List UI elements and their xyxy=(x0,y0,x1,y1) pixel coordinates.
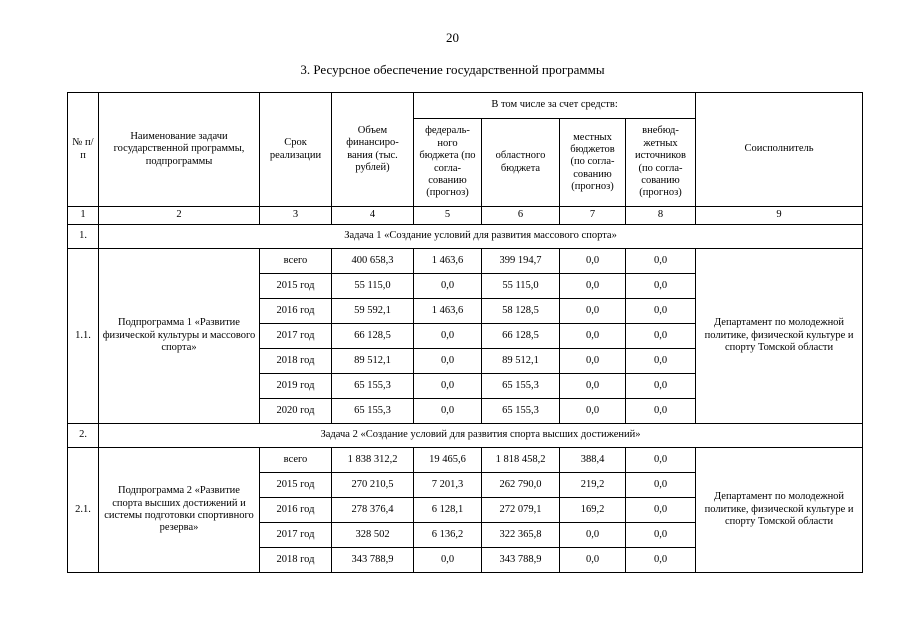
volume-cell: 55 115,0 xyxy=(332,274,414,299)
regional-cell: 1 818 458,2 xyxy=(482,448,560,473)
task-row xyxy=(68,225,863,249)
federal-cell: 1 463,6 xyxy=(414,299,482,324)
header-extra: внебюд-жетных источников (по согла-сованию (прогноз) xyxy=(626,119,696,207)
regional-cell: 343 788,9 xyxy=(482,548,560,573)
program-number: 2.1. xyxy=(68,448,99,573)
federal-cell: 0,0 xyxy=(414,374,482,399)
col-number: 2 xyxy=(99,207,260,225)
col-number: 6 xyxy=(482,207,560,225)
extra-cell: 0,0 xyxy=(626,548,696,573)
regional-cell: 65 155,3 xyxy=(482,374,560,399)
local-cell: 0,0 xyxy=(560,274,626,299)
regional-cell: 65 155,3 xyxy=(482,399,560,424)
header-regional: областного бюджета xyxy=(482,119,560,207)
local-cell: 0,0 xyxy=(560,374,626,399)
regional-cell: 66 128,5 xyxy=(482,324,560,349)
header-coexecutor: Соисполнитель xyxy=(696,93,863,207)
extra-cell: 0,0 xyxy=(626,473,696,498)
regional-cell: 58 128,5 xyxy=(482,299,560,324)
local-cell: 219,2 xyxy=(560,473,626,498)
regional-cell: 55 115,0 xyxy=(482,274,560,299)
header-including: В том числе за счет средств: xyxy=(414,93,696,119)
program-name: Подпрограмма 2 «Развитие спорта высших достижений и системы подготовки спортивного резерва» xyxy=(99,448,260,573)
volume-cell: 65 155,3 xyxy=(332,374,414,399)
period-cell: 2020 год xyxy=(260,399,332,424)
header-volume: Объем финансиро-вания (тыс. рублей) xyxy=(332,93,414,207)
local-cell: 0,0 xyxy=(560,399,626,424)
header-row xyxy=(68,93,863,119)
federal-cell: 1 463,6 xyxy=(414,249,482,274)
federal-cell: 0,0 xyxy=(414,349,482,374)
extra-cell: 0,0 xyxy=(626,523,696,548)
header-name: Наименование задачи государственной программы, подпрограммы xyxy=(99,93,260,207)
col-number: 1 xyxy=(68,207,99,225)
coexecutor-cell: Департамент по молодежной политике, физической культуре и спорту Томской области xyxy=(696,448,863,573)
header-federal: федераль-ного бюджета (по согла-сованию (прогноз) xyxy=(414,119,482,207)
period-cell: всего xyxy=(260,249,332,274)
local-cell: 0,0 xyxy=(560,324,626,349)
period-cell: 2015 год xyxy=(260,274,332,299)
extra-cell: 0,0 xyxy=(626,399,696,424)
federal-cell: 6 128,1 xyxy=(414,498,482,523)
header-num: № п/п xyxy=(68,93,99,207)
col-number: 8 xyxy=(626,207,696,225)
volume-cell: 59 592,1 xyxy=(332,299,414,324)
federal-cell: 0,0 xyxy=(414,548,482,573)
regional-cell: 322 365,8 xyxy=(482,523,560,548)
program-number: 1.1. xyxy=(68,249,99,424)
extra-cell: 0,0 xyxy=(626,349,696,374)
table-row xyxy=(68,448,863,473)
period-cell: 2019 год xyxy=(260,374,332,399)
local-cell: 0,0 xyxy=(560,299,626,324)
period-cell: всего xyxy=(260,448,332,473)
task-title: Задача 1 «Создание условий для развития массового спорта» xyxy=(99,225,863,249)
period-cell: 2018 год xyxy=(260,349,332,374)
extra-cell: 0,0 xyxy=(626,324,696,349)
col-number: 4 xyxy=(332,207,414,225)
volume-cell: 89 512,1 xyxy=(332,349,414,374)
extra-cell: 0,0 xyxy=(626,374,696,399)
period-cell: 2015 год xyxy=(260,473,332,498)
regional-cell: 399 194,7 xyxy=(482,249,560,274)
page-number: 20 xyxy=(446,30,459,45)
period-cell: 2018 год xyxy=(260,548,332,573)
federal-cell: 19 465,6 xyxy=(414,448,482,473)
col-number: 9 xyxy=(696,207,863,225)
federal-cell: 7 201,3 xyxy=(414,473,482,498)
volume-cell: 270 210,5 xyxy=(332,473,414,498)
local-cell: 388,4 xyxy=(560,448,626,473)
volume-cell: 328 502 xyxy=(332,523,414,548)
header-local: местных бюджетов (по согла-сованию (прогноз) xyxy=(560,119,626,207)
period-cell: 2017 год xyxy=(260,324,332,349)
task-row xyxy=(68,424,863,448)
col-number: 3 xyxy=(260,207,332,225)
program-name: Подпрограмма 1 «Развитие физической культуры и массового спорта» xyxy=(99,249,260,424)
period-cell: 2016 год xyxy=(260,498,332,523)
federal-cell: 0,0 xyxy=(414,274,482,299)
regional-cell: 272 079,1 xyxy=(482,498,560,523)
local-cell: 0,0 xyxy=(560,349,626,374)
extra-cell: 0,0 xyxy=(626,249,696,274)
extra-cell: 0,0 xyxy=(626,448,696,473)
document-title: 3. Ресурсное обеспечение государственной программы xyxy=(300,62,605,77)
period-cell: 2017 год xyxy=(260,523,332,548)
volume-cell: 343 788,9 xyxy=(332,548,414,573)
federal-cell: 6 136,2 xyxy=(414,523,482,548)
regional-cell: 262 790,0 xyxy=(482,473,560,498)
period-cell: 2016 год xyxy=(260,299,332,324)
extra-cell: 0,0 xyxy=(626,498,696,523)
local-cell: 0,0 xyxy=(560,548,626,573)
col-number: 5 xyxy=(414,207,482,225)
local-cell: 0,0 xyxy=(560,249,626,274)
task-number: 1. xyxy=(68,225,99,249)
volume-cell: 66 128,5 xyxy=(332,324,414,349)
volume-cell: 400 658,3 xyxy=(332,249,414,274)
header-period: Срок реализации xyxy=(260,93,332,207)
coexecutor-cell: Департамент по молодежной политике, физической культуре и спорту Томской области xyxy=(696,249,863,424)
column-number-row xyxy=(68,207,863,225)
resource-table xyxy=(67,92,863,573)
local-cell: 169,2 xyxy=(560,498,626,523)
federal-cell: 0,0 xyxy=(414,399,482,424)
task-number: 2. xyxy=(68,424,99,448)
extra-cell: 0,0 xyxy=(626,299,696,324)
tasks-body xyxy=(68,225,863,573)
table-row xyxy=(68,249,863,274)
extra-cell: 0,0 xyxy=(626,274,696,299)
col-number: 7 xyxy=(560,207,626,225)
task-title: Задача 2 «Создание условий для развития спорта высших достижений» xyxy=(99,424,863,448)
volume-cell: 65 155,3 xyxy=(332,399,414,424)
volume-cell: 278 376,4 xyxy=(332,498,414,523)
volume-cell: 1 838 312,2 xyxy=(332,448,414,473)
federal-cell: 0,0 xyxy=(414,324,482,349)
regional-cell: 89 512,1 xyxy=(482,349,560,374)
local-cell: 0,0 xyxy=(560,523,626,548)
